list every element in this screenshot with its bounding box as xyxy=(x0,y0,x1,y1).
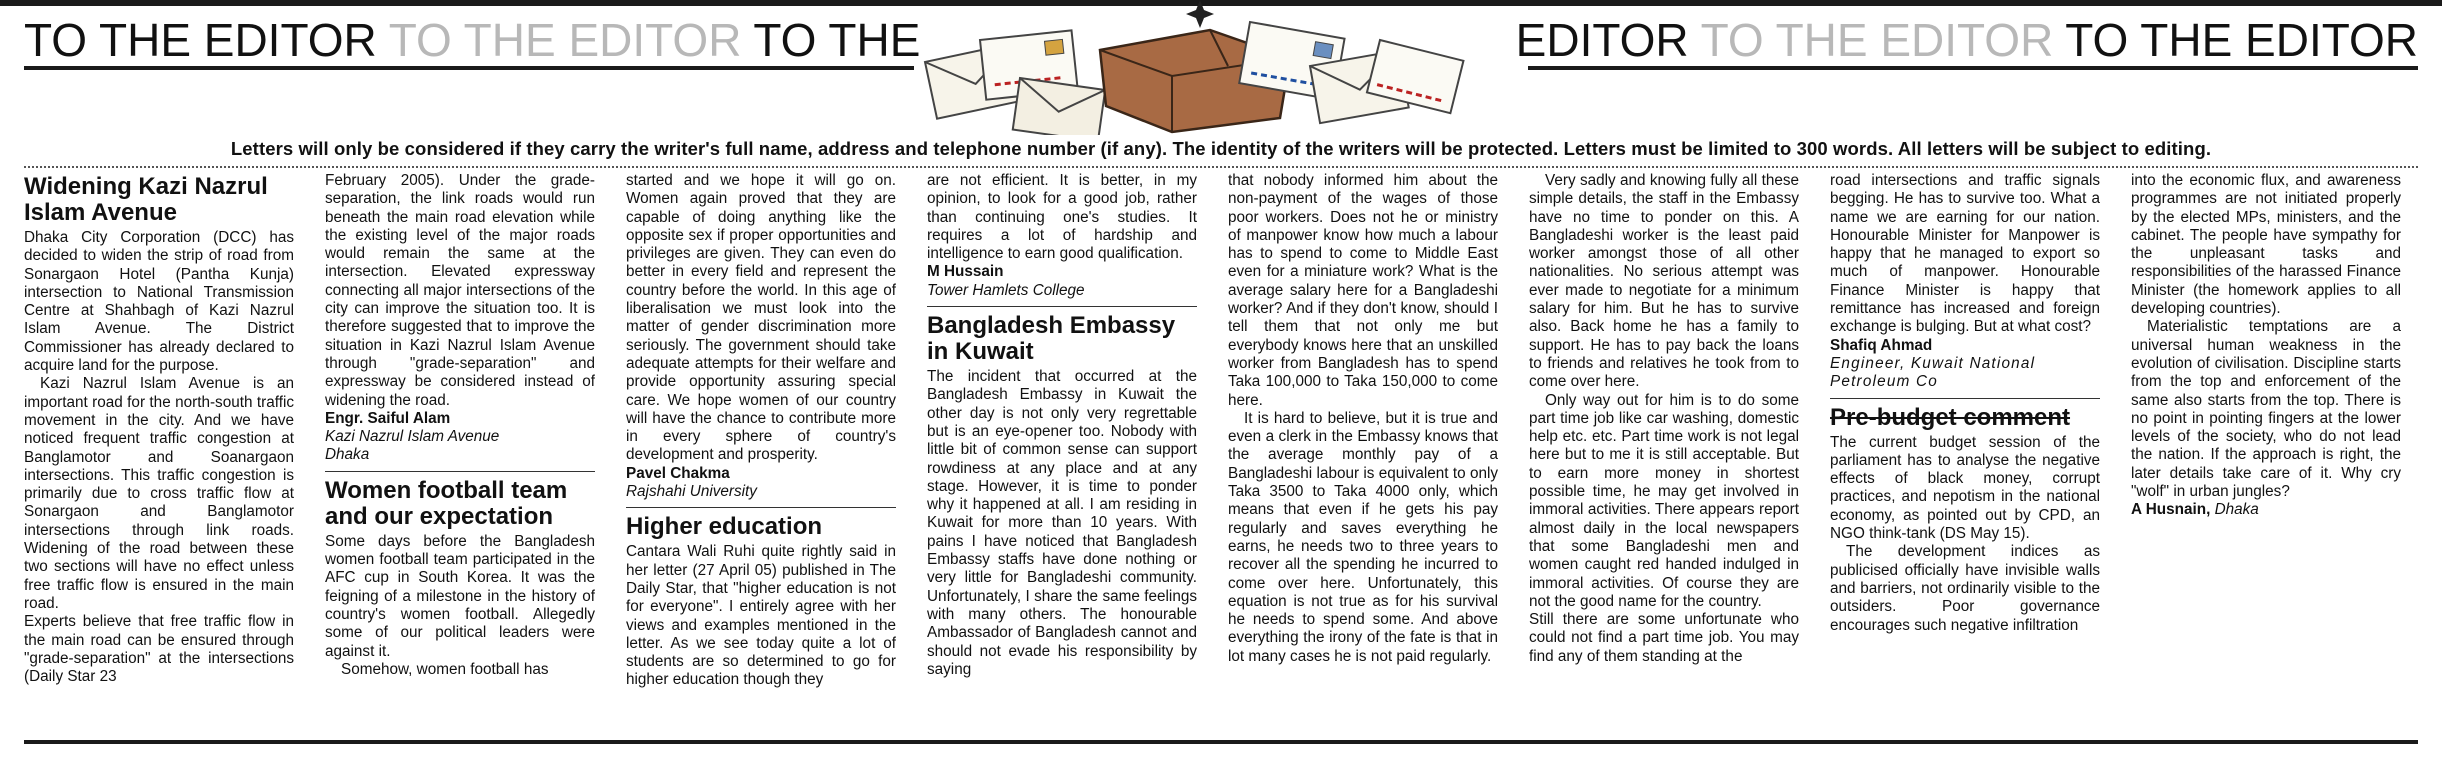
envelope-stack-illustration xyxy=(910,0,1510,135)
letter-author-affiliation: Tower Hamlets College xyxy=(927,281,1085,299)
letter-paragraph: Somehow, women football has xyxy=(341,660,549,678)
bottom-rule xyxy=(24,740,2418,744)
letter-paragraph: Very sadly and knowing fully all these simple details, the staff in the Embassy have no time to ponder on this. A Bangladeshi worker is the least paid worker amongst those of all other nationalities. No serious attempt was ever made to negotiate for a minimum salary for him. But he has to survive also. Back home he has a family to support. He has to pay back the loans to friends and relatives he took from to come over here. xyxy=(1529,172,1799,391)
column-6 xyxy=(1529,172,1799,732)
letter-paragraph: Kazi Nazrul Islam Avenue is an important road for the north-south traffic movement in the city. And we have noticed frequent traffic congestion at Banglamotor and Soanargaon intersections. This traffic congestion is primarily due to cross traffic flow at Sonargaon and Banglamotor intersections through link roads. Widening of the road between these two sections will have no effect unless free traffic flow is ensured in the main road. xyxy=(24,375,294,612)
letter-author-affiliation: Kazi Nazrul Islam Avenue xyxy=(325,428,500,446)
banner-right-text-2: TO THE EDITOR xyxy=(2065,14,2418,66)
letter-author-affiliation: Rajshahi University xyxy=(626,483,757,501)
column-8 xyxy=(2131,172,2401,732)
masthead xyxy=(0,0,2442,150)
letter-paragraph: The current budget session of the parliament has to analyse the negative effects of black money, corrupt practices, and nepotism in the national economy, as pointed out by CPD, an NGO think-tank (DS May 15). xyxy=(1830,433,2100,543)
letter-author-affiliation: Engineer, Kuwait National Petroleum Co xyxy=(1830,354,2036,391)
column-4 xyxy=(927,172,1197,732)
column-5 xyxy=(1228,172,1498,732)
banner-right-text-grey: TO THE EDITOR xyxy=(1700,14,2054,66)
letter-author-affiliation: Dhaka xyxy=(325,446,370,464)
banner-left xyxy=(24,14,920,66)
column-3 xyxy=(626,172,896,732)
letter-author: Shafiq Ahmad xyxy=(1830,336,1933,354)
letter-paragraph: that nobody informed him about the non-payment of the wages of those poor workers. Does not he or ministry of manpower know how much a labour has to spend to come to Middle East even for a miniature work? What is the average salary here for a Bangladeshi worker? And if they don't know, should I tell them that not only me but everybody knows here that an unskilled worker from Bangladesh has to spend Taka 100,000 to Taka 150,000 to come here. xyxy=(1228,172,1498,409)
letter-paragraph: Experts believe that free traffic flow in the main road can be ensured through "grade-separation" at the intersections (Daily Star 23 xyxy=(24,613,294,686)
banner-right xyxy=(1516,14,2418,66)
letter-paragraph: The development indices as publicised officially have invisible walls and barriers, not ordinarily visible to the outsiders. Poor governance encourages such negative infiltration xyxy=(1830,543,2100,634)
letters-policy-notice: Letters will only be considered if they carry the writer's full name, address and telephone number (if any). The identity of the writers will be protected. Letters must be limited to 300 words. All letters will be subject to editing. xyxy=(230,138,2212,159)
letter-author: M Hussain xyxy=(927,263,1004,281)
banner-right-text-1: EDITOR xyxy=(1515,14,1689,66)
column-2 xyxy=(325,172,595,732)
sparkle-icon xyxy=(1186,0,1214,28)
column-1 xyxy=(24,172,294,732)
letter-paragraph: It is hard to believe, but it is true and even a clerk in the Embassy knows that the average monthly pay of a Bangladeshi labour is equivalent to only Taka 3500 to Taka 4000 only, which means that even if he gets his pay regularly and saves everything he earns, he needs two to three years to recover all the spending he incurred to come over here. Unfortunately, this equation is not true as for his survival he needs to spend some. And above everything the irony of the fate is that in lot many cases he is not paid regularly. xyxy=(1228,409,1498,665)
banner-left-text-1: TO THE EDITOR xyxy=(24,14,377,66)
letter-paragraph: The incident that occurred at the Bangladesh Embassy in Kuwait the other day is not only very regrettable but is an eye-opener too. Nobody with little bit of common sense can support rowdiness at any place and at any stage. However, it is time to ponder why it happened at all. I am residing in Kuwait for more than 10 years. With pains I have noticed that Bangladesh Embassy staffs have done nothing or very little for Bangladeshi community. Unfortunately, I share the same feelings with many others. The honourable Ambassador of Bangladesh cannot and should not evade his responsibility by saying xyxy=(927,368,1197,678)
letter-author-affiliation: Dhaka xyxy=(2214,501,2259,519)
letter-paragraph: Only way out for him is to do some part time job like car washing, domestic help etc. etc. Part time work is not legal here but to me it is still acceptable. But to earn more money in shortest possible time, he may get involved in immoral activities. There appears report almost daily in the local newspapers that some Bangladeshi men and women caught red handed indulged in immoral activities. Of course they are not the good name for the country. xyxy=(1529,391,1799,610)
letter-signature xyxy=(2131,501,2401,519)
letter-paragraph: road intersections and traffic signals begging. He has to survive too. What a name we are earning for our nation. Honourable Minister for Manpower is happy that he managed to export so much of manpower. Honourable Finance Minister is happy that remittance has increased and foreign exchange is bulging. But at what cost? xyxy=(1830,172,2100,336)
letter-paragraph: February 2005). Under the grade-separation, the link roads would run beneath the main road elevation while the existing level of the major roads would remain the same at the intersection. Elevated expressway connecting all major intersections of the city can improve the situation too. It is therefore suggested that to improve the situation in Kazi Nazrul Islam Avenue through "grade-separation" and expressway be considered instead of widening the road. xyxy=(325,172,595,409)
banner-rule-left xyxy=(24,66,914,70)
letter-headline: Widening Kazi Nazrul Islam Avenue xyxy=(24,173,268,226)
envelope-icon xyxy=(1013,78,1105,135)
letter-author: Pavel Chakma xyxy=(626,464,730,482)
letter-author: Engr. Saiful Alam xyxy=(325,409,451,427)
banner-left-text-2: TO THE xyxy=(753,14,921,66)
letter-paragraph: Cantara Wali Ruhi quite rightly said in her letter (27 April 05) published in The Daily Star, that "higher education is not for everyone". I entirely agree with her views and examples mentioned in the letter. As we see today quite a lot of students are so determined to go for higher education though they xyxy=(626,543,896,689)
letter-paragraph: Still there are some unfortunate who could not find a part time job. You may find any of them standing at the xyxy=(1529,611,1799,665)
letter-paragraph: Dhaka City Corporation (DCC) has decided to widen the strip of road from Sonargaon Hotel (Pantha Kunja) intersection to National Transmission Centre at Shahbagh of Kazi Nazrul Islam Avenue. The District Commissioner has already declared to acquire land for the purpose. xyxy=(24,229,294,375)
letter-paragraph: Some days before the Bangladesh women football team participated in the AFC cup in South Korea. It was the feigning of a milestone in the history of country's women football. Allegedly some of our political leaders were against it. xyxy=(325,532,595,660)
letter-headline: Women football team and our expectation xyxy=(325,471,595,530)
banner-left-text-grey: TO THE EDITOR xyxy=(388,14,742,66)
letter-headline: Higher education xyxy=(626,507,896,540)
letter-author: A Husnain, xyxy=(2131,501,2211,519)
letter-headline: Pre-budget comment xyxy=(1830,398,2100,431)
banner-rule-right xyxy=(1528,66,2418,70)
dotted-divider xyxy=(24,166,2418,168)
letter-headline: Bangladesh Embassy in Kuwait xyxy=(927,306,1197,365)
letter-paragraph: started and we hope it will go on. Women again proved that they are capable of doing anything like the opposite sex if proper opportunities and privileges are given. They can even do better in every field and represent the country before the world. In this age of liberalisation we must look into the matter of gender discrimination more seriously. The government should take adequate attempts for their welfare and provide opportunity assuring special care. We hope women of our country will have the chance to contribute more in every sphere of country's development and prosperity. xyxy=(626,172,896,464)
column-7 xyxy=(1830,172,2100,732)
letter-paragraph: into the economic flux, and awareness programmes are not initiated properly by the elected MPs, ministers, and the cabinet. The people have sympathy for the unpleasant tasks and responsibilities of the harassed Finance Minister (the homework applies to all developing countries). xyxy=(2131,172,2401,318)
letter-paragraph: Materialistic temptations are a universal human weakness in the evolution of civilisation. Discipline starts from the top and enforcement of the same also starts from the top. There is no point in pointing fingers at the lower levels of the society, who do not lead the nation. If the approach is right, the later details take care of it. Why cry "wolf" in urban jungles? xyxy=(2131,318,2401,501)
letter-paragraph: are not efficient. It is better, in my opinion, to look for a good job, rather than continuing one's studies. It requires a lot of hardship and intelligence to earn good qualification. xyxy=(927,172,1197,263)
